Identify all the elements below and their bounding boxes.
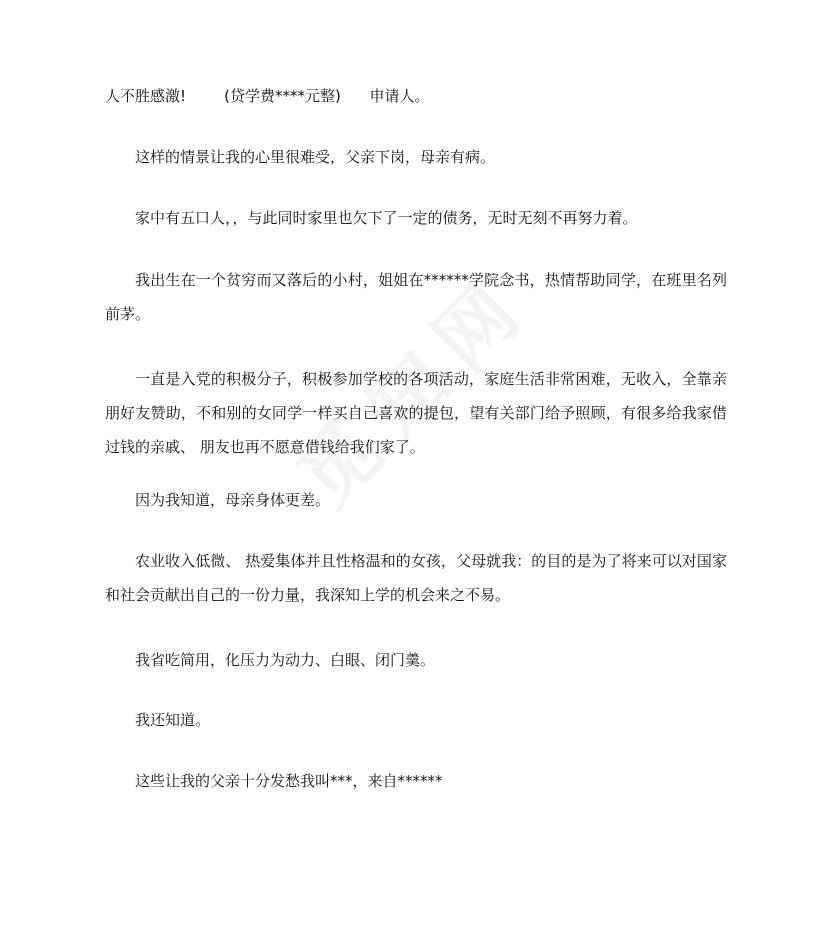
opening-text: 人不胜感激! bbox=[105, 87, 187, 105]
loan-amount-note: (贷学费****元整) bbox=[224, 87, 341, 105]
paragraph: 因为我知道，母亲身体更差。 bbox=[135, 491, 331, 509]
opening-line bbox=[105, 79, 727, 113]
applicant-label: 申请人。 bbox=[369, 87, 430, 105]
paragraph: 一直是入党的积极分子，积极参加学校的各项活动，家庭生活非常困难，无收入，全靠亲朋好友赞助，不和别的女同学一样买自己喜欢的提包，望有关部门给予照顾，有很多给我家借过钱的亲戚、 朋友也再不愿意借钱给我们家了。 bbox=[105, 370, 727, 456]
paragraph: 这样的情景让我的心里很难受，父亲下岗，母亲有病。 bbox=[135, 148, 496, 166]
paragraph: 我还知道。 bbox=[135, 711, 211, 729]
paragraph: 农业收入低微、 热爱集体并且性格温和的女孩，父母就我：的目的是为了将来可以对国家和社会贡献出自己的一份力量，我深知上学的机会来之不易。 bbox=[105, 552, 727, 604]
paragraph: 我出生在一个贫穷而又落后的小村，姐姐在******学院念书，热情帮助同学，在班里名列前茅。 bbox=[105, 271, 727, 323]
paragraph: 我省吃简用，化压力为动力、白眼、闭门羹。 bbox=[135, 651, 436, 669]
paragraph: 这些让我的父亲十分发愁我叫***，来自****** bbox=[135, 772, 443, 790]
paragraph: 家中有五口人，，与此同时家里也欠下了一定的债务，无时无刻不再努力着。 bbox=[135, 209, 638, 227]
